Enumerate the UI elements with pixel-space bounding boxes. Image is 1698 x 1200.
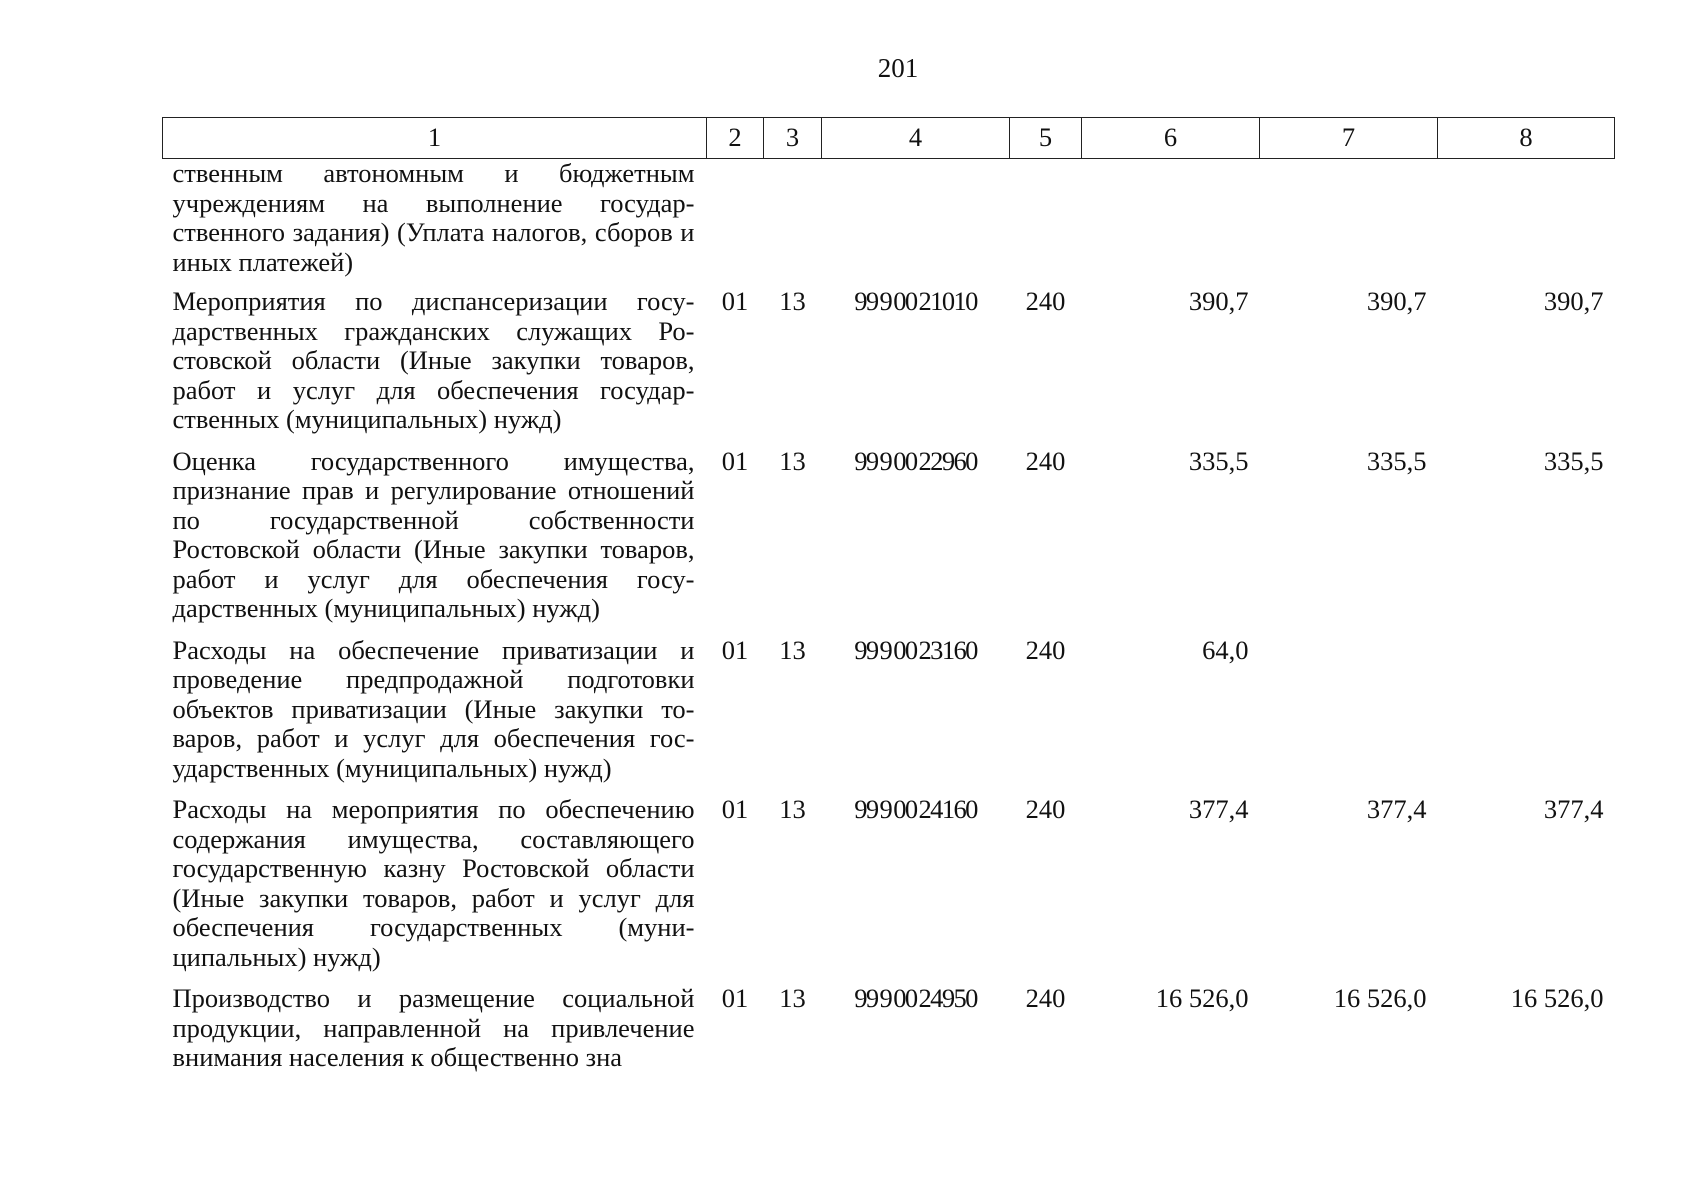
header-row xyxy=(163,118,1615,159)
row-description-text: Мероприятия по диспансеризации государственных гражданских служащих Ростовской области (Иные закупки товаров, работ и услуг для обеспечения государственных (муниципальных) нужд) xyxy=(172,286,695,434)
header-col-3: 3 xyxy=(764,118,822,159)
row-target-code: 99 9 00 21010 xyxy=(854,286,977,316)
row-section: 01 xyxy=(721,983,749,1013)
row-target-code: 99 9 00 23160 xyxy=(854,634,977,665)
row-description xyxy=(163,636,707,796)
row-amount-col8: 377,4 xyxy=(1543,794,1604,824)
row-description xyxy=(163,447,707,636)
row-amount-col8 xyxy=(1438,636,1615,796)
row-expense-type: 240 xyxy=(1025,634,1066,665)
row-subsection: 13 xyxy=(779,983,806,1013)
table-row xyxy=(163,636,1615,796)
row-subsection: 13 xyxy=(779,794,806,824)
row-amount-col6: 390,7 xyxy=(1188,286,1249,316)
row-amount-col8: 390,7 xyxy=(1543,286,1604,316)
row-target-code xyxy=(822,159,1010,288)
header-col-2: 2 xyxy=(707,118,764,159)
table-row xyxy=(163,159,1615,288)
table-row xyxy=(163,984,1615,1085)
row-description-text: Расходы на мероприятия по обеспечению содержания имущества, составляющего государственную казну Ростовской области (Иные закупки товаров, работ и услуг для обеспечения государственных (муниципальных) нужд) xyxy=(172,794,695,972)
row-description-text: Оценка государственного имущества, признание прав и регулирование отношений по государственной собственности Ростовской области (Иные закупки товаров, работ и услуг для обеспечения государственных (муниципальных) нужд) xyxy=(172,445,695,623)
row-target-code: 99 9 00 22960 xyxy=(854,445,977,476)
row-amount-col7: 335,5 xyxy=(1366,445,1427,476)
row-description xyxy=(163,984,707,1085)
budget-table xyxy=(162,117,1615,1085)
row-description xyxy=(163,795,707,984)
row-section: 01 xyxy=(721,794,749,824)
row-subsection: 13 xyxy=(779,634,806,665)
row-amount-col8: 335,5 xyxy=(1543,445,1604,476)
header-col-4: 4 xyxy=(822,118,1010,159)
header-col-5: 5 xyxy=(1010,118,1082,159)
table-header xyxy=(163,118,1615,159)
row-amount-col8 xyxy=(1438,159,1615,288)
header-col-8: 8 xyxy=(1438,118,1615,159)
row-description-text: Производство и размещение социальной продукции, направленной на привлечение внимания населения к общественно зна xyxy=(172,983,695,1072)
page-number: 201 xyxy=(877,53,919,83)
row-expense-type: 240 xyxy=(1025,794,1066,824)
table-row xyxy=(163,795,1615,984)
header-col-6: 6 xyxy=(1082,118,1260,159)
header-col-1: 1 xyxy=(163,118,707,159)
table-body xyxy=(163,159,1615,1085)
table-row xyxy=(163,287,1615,447)
row-subsection xyxy=(764,159,822,288)
row-expense-type: 240 xyxy=(1025,286,1066,316)
table-row xyxy=(163,447,1615,636)
row-section: 01 xyxy=(721,286,749,316)
row-target-code: 99 9 00 24950 xyxy=(854,983,977,1013)
row-subsection: 13 xyxy=(779,286,806,316)
row-description-text: ственным автономным и бюджетным учреждениям на выполнение государственного задания) (Уплата налогов, сборов и иных платежей) xyxy=(172,158,695,277)
row-expense-type xyxy=(1010,159,1082,288)
row-description xyxy=(163,287,707,447)
row-section: 01 xyxy=(721,445,749,476)
row-section xyxy=(707,159,764,288)
row-amount-col6 xyxy=(1082,159,1260,288)
row-amount-col7 xyxy=(1260,159,1438,288)
header-col-7: 7 xyxy=(1260,118,1438,159)
row-amount-col6: 16 526,0 xyxy=(1155,983,1249,1013)
row-expense-type: 240 xyxy=(1025,983,1066,1013)
row-section: 01 xyxy=(721,634,749,665)
row-description-text: Расходы на обеспечение приватизации и проведение предпродажной подготовки объектов приватизации (Иные закупки товаров, работ и услуг для обеспечения государственных (муниципальных) нужд) xyxy=(172,634,695,783)
row-subsection: 13 xyxy=(779,445,806,476)
row-amount-col7 xyxy=(1260,636,1438,796)
row-amount-col6: 377,4 xyxy=(1188,794,1249,824)
row-amount-col7: 390,7 xyxy=(1366,286,1427,316)
row-description xyxy=(163,159,707,288)
row-target-code: 99 9 00 24160 xyxy=(854,794,977,824)
row-amount-col8: 16 526,0 xyxy=(1510,983,1604,1013)
row-amount-col6: 64,0 xyxy=(1202,634,1249,665)
row-amount-col7: 377,4 xyxy=(1366,794,1427,824)
row-expense-type: 240 xyxy=(1025,445,1066,476)
row-amount-col6: 335,5 xyxy=(1188,445,1249,476)
row-amount-col7: 16 526,0 xyxy=(1333,983,1427,1013)
